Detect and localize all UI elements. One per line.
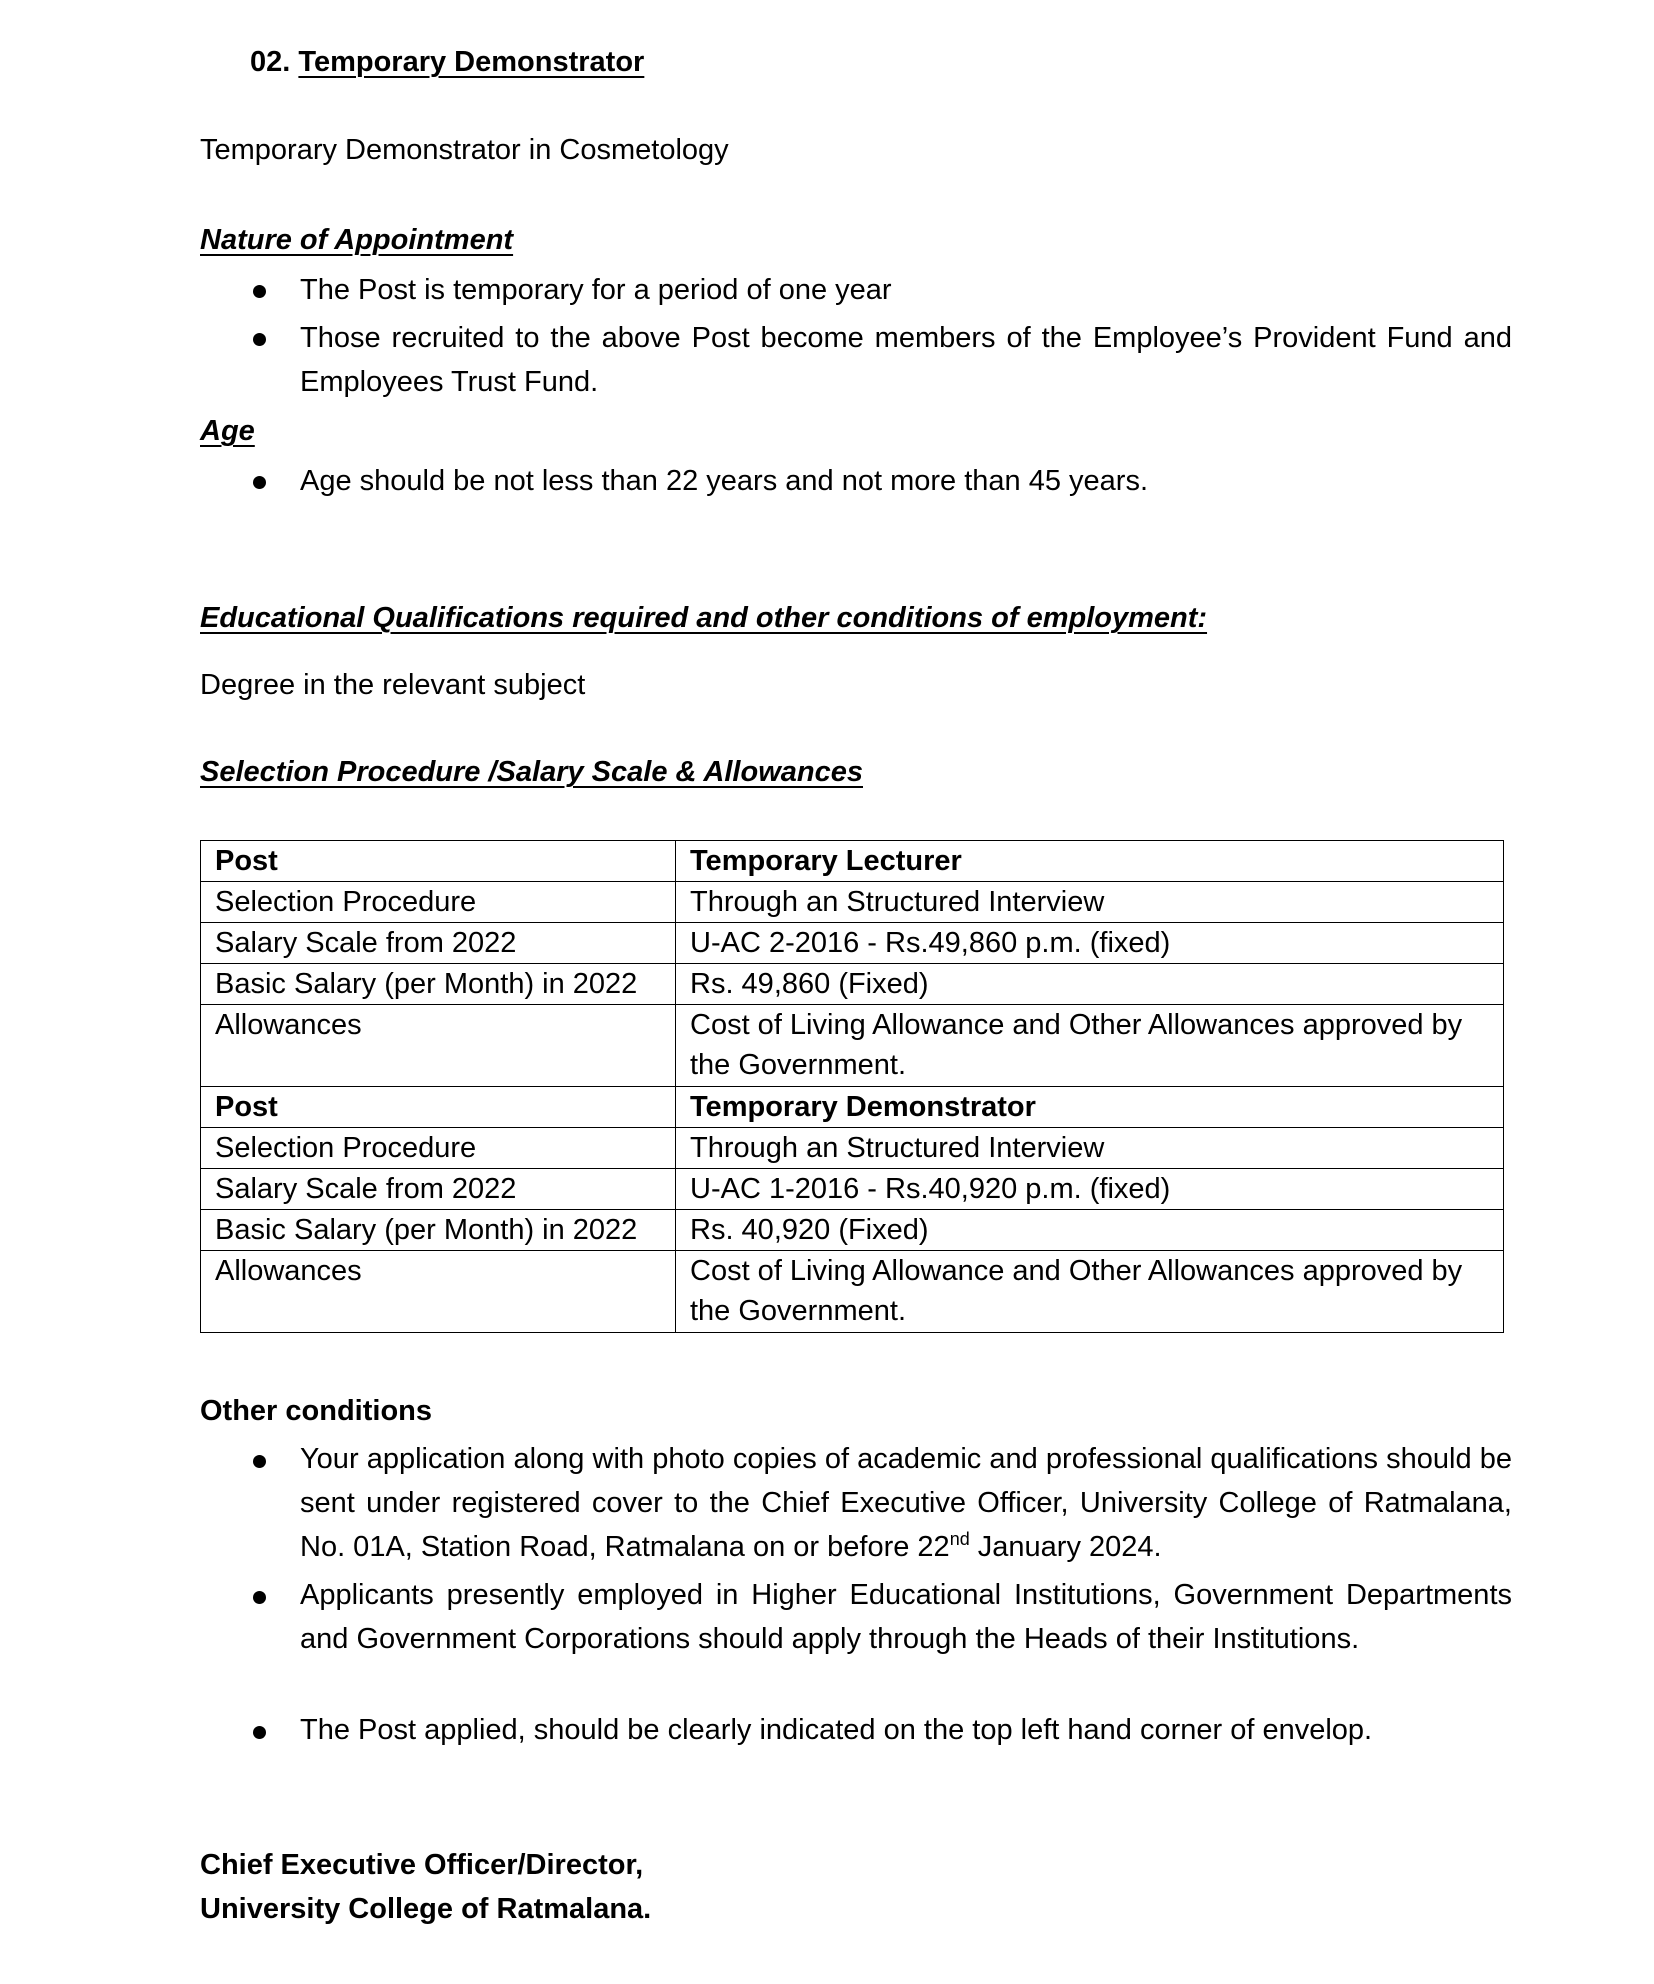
bullet-icon [253, 285, 266, 298]
education-text: Degree in the relevant subject [200, 669, 586, 701]
table-cell-value: Cost of Living Allowance and Other Allowances approved by the Government. [676, 1251, 1504, 1333]
table-cell-value: U-AC 2-2016 - Rs.49,860 p.m. (fixed) [676, 923, 1504, 964]
table-row [201, 1169, 1504, 1210]
other-item-2: Applicants presently employed in Higher Educational Institutions, Government Departments and Government Corporations should apply through the Heads of their Institutions. [300, 1579, 1512, 1655]
other-title: Other conditions [200, 1395, 432, 1427]
table-cell-value: Temporary Lecturer [676, 841, 1504, 882]
table-cell-value: Through an Structured Interview [676, 1128, 1504, 1169]
selection-title: Selection Procedure /Salary Scale & Allowances [200, 756, 863, 788]
signature-line-2: University College of Ratmalana. [200, 1893, 652, 1925]
bullet-icon [253, 333, 266, 346]
table-row [201, 1128, 1504, 1169]
table-cell-value: Rs. 40,920 (Fixed) [676, 1210, 1504, 1251]
table-row [201, 1210, 1504, 1251]
age-item-1: Age should be not less than 22 years and not more than 45 years. [300, 465, 1148, 497]
table-cell-label: Selection Procedure [201, 882, 676, 923]
other-item-1: Your application along with photo copies of academic and professional qualifications should be sent under registered cover to the Chief Executive Officer, University College of Ratmalana, No. 01A, Station Road, Ratmalana on or before 22nd January 2024. [300, 1443, 1512, 1563]
section-heading [250, 44, 644, 80]
table-cell-label: Basic Salary (per Month) in 2022 [201, 1210, 676, 1251]
table-cell-label: Post [201, 841, 676, 882]
table-cell-label: Allowances [201, 1251, 676, 1333]
table-cell-value: Rs. 49,860 (Fixed) [676, 964, 1504, 1005]
bullet-icon [253, 1455, 266, 1468]
nature-item-2: Those recruited to the above Post become members of the Employee’s Provident Fund and Employees Trust Fund. [300, 322, 1512, 398]
age-title: Age [200, 415, 255, 447]
table-row [201, 923, 1504, 964]
bullet-icon [253, 1726, 266, 1739]
table-cell-label: Allowances [201, 1005, 676, 1087]
education-title: Educational Qualifications required and other conditions of employment: [200, 602, 1208, 634]
table-row [201, 1005, 1504, 1087]
other-item-3: The Post applied, should be clearly indicated on the top left hand corner of envelop. [300, 1714, 1373, 1746]
bullet-icon [253, 1591, 266, 1604]
salary-table [200, 840, 1504, 1333]
post-subtitle: Temporary Demonstrator in Cosmetology [200, 134, 729, 166]
nature-item-1: The Post is temporary for a period of one year [300, 274, 892, 306]
section-title: Temporary Demonstrator [298, 46, 645, 78]
nature-title: Nature of Appointment [200, 224, 514, 256]
signature-line-1: Chief Executive Officer/Director, [200, 1849, 644, 1881]
table-cell-value: U-AC 1-2016 - Rs.40,920 p.m. (fixed) [676, 1169, 1504, 1210]
table-cell-value: Cost of Living Allowance and Other Allowances approved by the Government. [676, 1005, 1504, 1087]
table-row [201, 841, 1504, 882]
table-row [201, 1251, 1504, 1333]
section-number: 02. [250, 46, 291, 78]
table-cell-label: Salary Scale from 2022 [201, 1169, 676, 1210]
table-cell-label: Selection Procedure [201, 1128, 676, 1169]
table-cell-label: Post [201, 1087, 676, 1128]
table-row [201, 964, 1504, 1005]
table-row [201, 1087, 1504, 1128]
table-row [201, 882, 1504, 923]
bullet-icon [253, 476, 266, 489]
table-cell-value: Through an Structured Interview [676, 882, 1504, 923]
table-cell-label: Salary Scale from 2022 [201, 923, 676, 964]
table-cell-label: Basic Salary (per Month) in 2022 [201, 964, 676, 1005]
table-cell-value: Temporary Demonstrator [676, 1087, 1504, 1128]
